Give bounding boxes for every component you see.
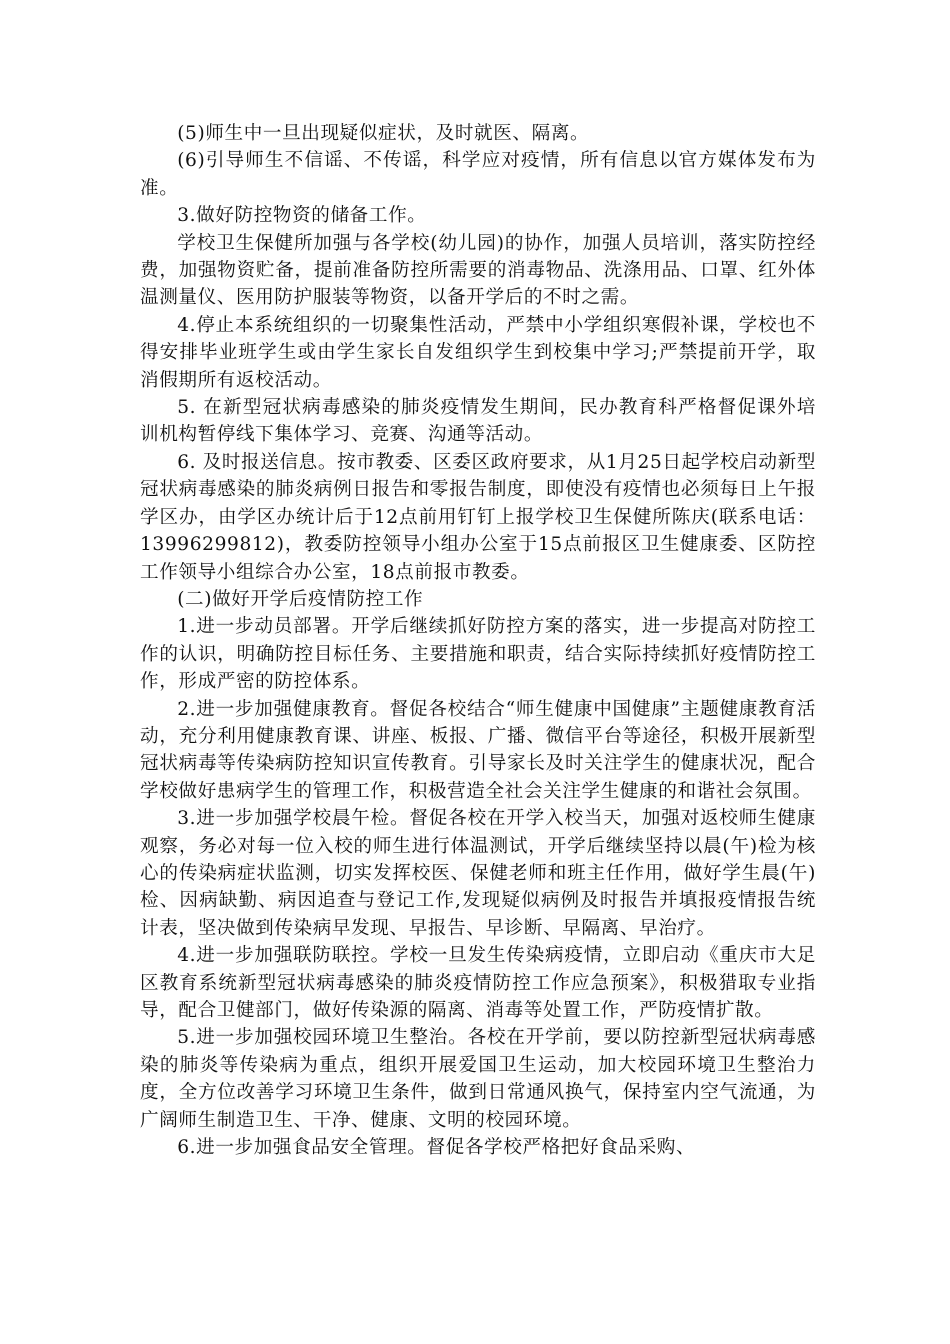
paragraph-joint-prevention: 4.进一步加强联防联控。学校一旦发生传染病疫情，立即启动《重庆市大足区教育系统新型冠状病毒感染的肺炎疫情防控工作应急预案》，积极猎取专业指导，配合卫健部门，做好传染源的隔离、消毒等处置工作，严防疫情扩散。 xyxy=(140,945,816,1021)
paragraph-campus-environment: 5.进一步加强校园环境卫生整治。各校在开学前，要以防控新型冠状病毒感染的肺炎等传染病为重点，组织开展爱国卫生运动，加大校园环境卫生整治力度，全方位改善学习环境卫生条件，做到日常通风换气，保持室内空气流通，为广阔师生制造卫生、干净、健康、文明的校园环境。 xyxy=(140,1027,816,1131)
section-heading-after-school-opening: (二)做好开学后疫情防控工作 xyxy=(177,588,424,610)
paragraph-symptom-isolation: (5)师生中一旦出现疑似症状，及时就医、隔离。 xyxy=(177,123,590,144)
paragraph-no-rumors: (6)引导师生不信谣、不传谣，科学应对疫情，所有信息以官方媒体发布为准。 xyxy=(140,150,816,199)
paragraph-food-safety: 6.进一步加强食品安全管理。督促各学校严格把好食品采购、 xyxy=(177,1137,696,1159)
paragraph-report-information: 6. 及时报送信息。按市教委、区委区政府要求，从1月25日起学校启动新型冠状病毒感染的肺炎病例日报告和零报告制度，即使没有疫情也必须每日上午报学区办，由学区办统计后于12点前用钉钉上报学校卫生保健所陈庆(联系电话：13996299812)，教委防控领导小组办公室于15点前报区卫生健康委、区防控工作领导小组综合办公室，18点前报市教委。 xyxy=(140,451,816,583)
document-page xyxy=(140,120,816,1161)
paragraph-training-institutions: 5. 在新型冠状病毒感染的肺炎疫情发生期间，民办教育科严格督促课外培训机构暂停线下集体学习、竞赛、沟通等活动。 xyxy=(140,397,816,446)
paragraph-stop-gatherings: 4.停止本系统组织的一切聚集性活动，严禁中小学组织寒假补课，学校也不得安排毕业班学生或由学生家长自发组织学生到校集中学习;严禁提前开学，取消假期所有返校活动。 xyxy=(140,314,816,391)
paragraph-mobilization: 1.进一步动员部署。开学后继续抓好防控方案的落实，进一步提高对防控工作的认识，明确防控目标任务、主要措施和职责，结合实际持续抓好疫情防控工作，形成严密的防控体系。 xyxy=(140,616,816,693)
paragraph-morning-check: 3.进一步加强学校晨午检。督促各校在开学入校当天，加强对返校师生健康观察，务必对每一位入校的师生进行体温测试，开学后继续坚持以晨(午)检为核心的传染病症状监测，切实发挥校医、保健老师和班主任作用，做好学生晨(午)检、因病缺勤、病因追查与登记工作,发现疑似病例及时报告并填报疫情报告统计表，坚决做到传染病早发现、早报告、早诊断、早隔离、早治疗。 xyxy=(140,808,816,939)
paragraph-health-education: 2.进一步加强健康教育。督促各校结合“师生健康中国健康”主题健康教育活动，充分利用健康教育课、讲座、板报、广播、微信平台等途径，积极开展新型冠状病毒等传染病防控知识宣传教育。引导家长及时关注学生的健康状况，配合学校做好患病学生的管理工作，积极营造全社会关注学生健康的和谐社会氛围。 xyxy=(140,698,816,802)
paragraph-supplies-heading: 3.做好防控物资的储备工作。 xyxy=(177,205,427,227)
paragraph-supplies-detail: 学校卫生保健所加强与各学校(幼儿园)的协作，加强人员培训，落实防控经费，加强物资贮备，提前准备防控所需要的消毒物品、洗涤用品、口罩、红外体温测量仪、医用防护服装等物资，以备开学后的不时之需。 xyxy=(140,232,816,309)
